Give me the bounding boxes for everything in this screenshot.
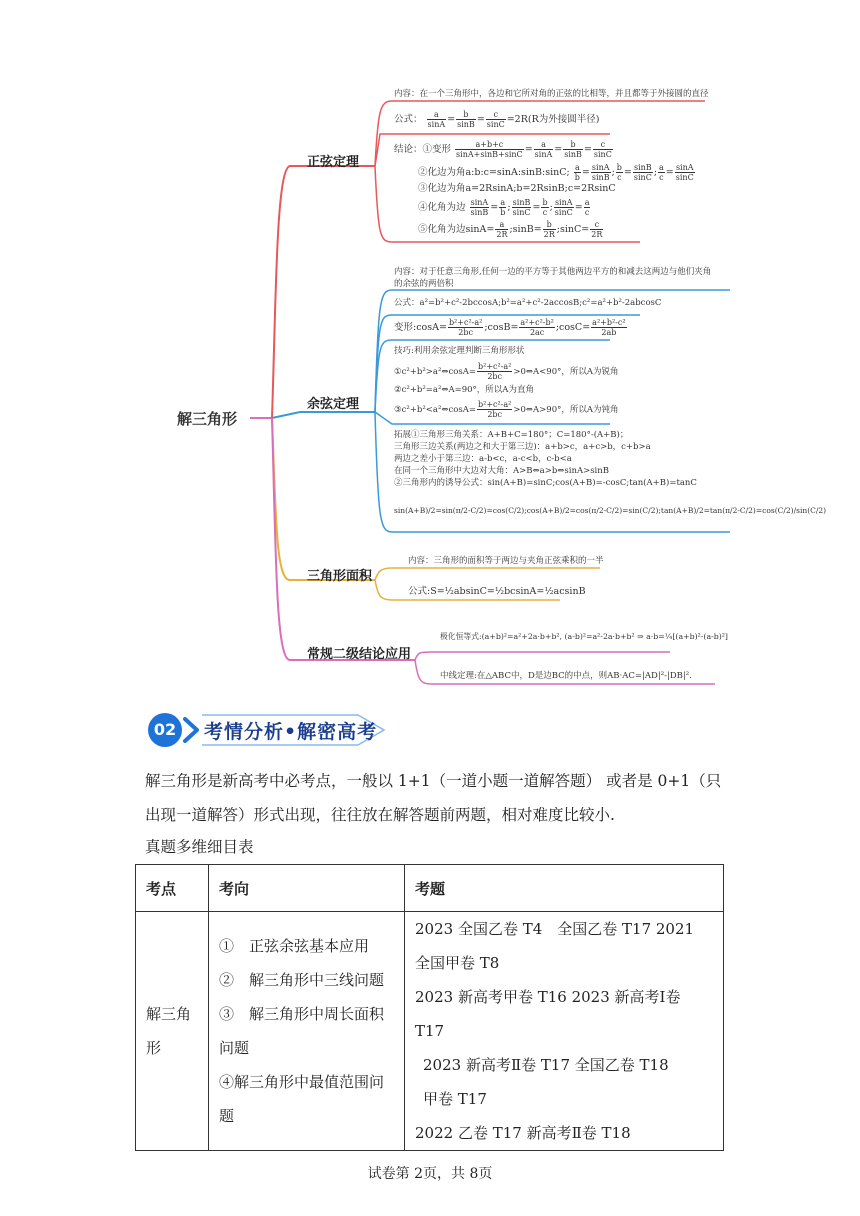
cosine-content: 内容：对于任意三角形,任何一边的平方等于其他两边平方的和减去这两边与他们夹角的余弦的两倍积: [394, 267, 712, 289]
exams-cell: [405, 912, 724, 1151]
topic-cell: 解三角形: [136, 912, 209, 1151]
cosine-ext-1: 拓展①三角形三角关系：A+B+C=180°；C=180°-(A+B)；: [394, 430, 629, 440]
direction-item: ④解三角形中最值范围问题: [219, 1073, 385, 1125]
cosine-tip-3: ③c²+b²<a²⇔cosA= $\frac{\text{b²+c²-a²}}{2bc}$ >0⇔A>90°，所以A为钝角: [394, 400, 619, 419]
sine-conclusion-4: ④化角为边 $\frac{\sin A}{\sin B}$ = $\frac{a}{b}$ ; $\frac{\sin B}{\sin C}$ = $\frac{b}{c}$ ; $\frac{\sin A}{\sin C}$ = $\frac{a}{c}$: [418, 198, 590, 217]
exam-item: 2023 新高考甲卷 T16 2023 新高考Ⅰ卷 T17: [415, 988, 681, 1040]
cosine-ext-2: 三角形三边关系(两边之和大于第三边)：a+b>c，a+c>b，c+b>a: [394, 442, 651, 452]
cosine-variant: 变形:cosA= $\frac{\text{b²+c²-a²}}{2bc}$ ;cosB= $\frac{\text{a²+c²-b²}}{2ac}$ ;cosC= $\frac{\text{a²+b²-c²}}{2ab}$: [394, 318, 626, 337]
section-number: 02: [148, 713, 182, 747]
intro-paragraph: 解三角形是新高考中必考点，一般以 1+1（一道小题一道解答题） 或者是 0+1（只出现一道解答）形式出现，往往放在解答题前两题，相对难度比较小.: [145, 772, 722, 824]
cosine-ext-4: 在同一个三角形中大边对大角：A>B⇔a>b⇔sinA>sinB: [394, 466, 610, 476]
exam-table: [135, 864, 724, 1151]
page-footer: 试卷第 2页，共 8页: [367, 1166, 493, 1182]
area-content: 内容：三角形的面积等于两边与夹角正弦乘积的一半: [408, 556, 604, 566]
direction-item: ① 正弦余弦基本应用: [219, 937, 370, 955]
sine-conclusion-1: 结论：①变形 $\frac{a+b+c}{\sin A+\sin B+\sin C}$ = $\frac{a}{\sin A}$ = $\frac{b}{\sin B}$ = $\frac{c}{\sin C}$: [394, 140, 612, 159]
header-topic: 考点: [136, 865, 209, 912]
section-banner: [148, 711, 388, 749]
sine-conclusion-3: ③化边为角a=2RsinA;b=2RsinB;c=2RsinC: [418, 183, 616, 194]
cosine-ext-3: 两边之差小于第三边：a-b<c，a-c<b，c-b<a: [394, 454, 572, 464]
cosine-tip-title: 技巧:利用余弦定理判断三角形形状: [394, 346, 525, 356]
cosine-tip-2: ②c²+b²=a²⇔A=90°，所以A为直角: [394, 385, 534, 395]
branch-common-conclusions: 常规二级结论应用: [307, 647, 412, 662]
table-header-row: [136, 865, 724, 912]
branch-sine-theorem: 正弦定理: [307, 155, 360, 170]
sine-content: 内容：在一个三角形中，各边和它所对角的正弦的比相等，并且都等于外接圆的直径: [394, 89, 709, 99]
cosine-tip-1: ①c²+b²>a²⇔cosA= $\frac{\text{b²+c²-a²}}{2bc}$ >0⇔A<90°，所以A为锐角: [394, 362, 619, 381]
branch-cosine-theorem: 余弦定理: [307, 397, 360, 412]
polarization-identity: 极化恒等式:(a+b)²=a²+2a·b+b², (a-b)²=a²-2a·b+b² ⇒ a·b=¼[(a+b)²-(a-b)²]: [440, 632, 728, 641]
exam-item: 2023 新高考Ⅱ卷 T17 全国乙卷 T18: [423, 1056, 669, 1074]
mindmap-root: 解三角形: [177, 410, 238, 428]
directions-cell: [209, 912, 405, 1151]
table-row: [136, 912, 724, 1151]
sine-conclusion-2: ②化边为角a:b:c=sinA:sinB:sinC; $\frac{a}{b}$ = $\frac{\sin A}{\sin B}$ ; $\frac{b}{c}$ = $\frac{\sin B}{\sin C}$ ; $\frac{a}{c}$ = $\frac{\sin A}{\sin C}$: [418, 163, 694, 182]
table-caption: 真题多维细目表: [145, 838, 254, 856]
branch-triangle-area: 三角形面积: [307, 569, 373, 584]
cosine-ext-6: sin(A+B)/2=sin(π/2-C/2)=cos(C/2);cos(A+B)/2=cos(π/2-C/2)=sin(C/2);tan(A+B)/2=tan(π/2-C/2)=cos(C/2)/sin(C/2): [394, 506, 827, 515]
sine-conclusion-5: ⑤化角为边sinA= $\frac{a}{2R}$ ;sinB= $\frac{b}{2R}$ ;sinC= $\frac{c}{2R}$: [418, 220, 603, 239]
median-theorem: 中线定理:在△ABC中，D是边BC的中点，则AB·AC=|AD|²-|DB|².: [440, 671, 692, 681]
section-title: 考情分析•解密高考: [204, 721, 378, 743]
area-formula: 公式:S=½absinC=½bcsinA=½acsinB: [408, 586, 586, 597]
cosine-ext-5: ②三角形内的诱导公式：sin(A+B)=sinC;cos(A+B)=-cosC;tan(A+B)=tanC: [394, 478, 697, 488]
exam-item: 甲卷 T17: [423, 1090, 487, 1108]
exam-item: 2022 乙卷 T17 新高考Ⅱ卷 T18: [415, 1124, 631, 1142]
exam-item: 2023 全国乙卷 T4 全国乙卷 T17 2021 全国甲卷 T8: [415, 920, 695, 972]
cosine-formula: 公式：a²=b²+c²-2bccosA;b²=a²+c²-2accosB;c²=a²+b²-2abcosC: [394, 298, 662, 308]
header-exams: 考题: [405, 865, 724, 912]
sine-formula: 公式： $\frac{a}{\sin A}$ = $\frac{b}{\sin B}$ = $\frac{c}{\sin C}$ =2R(R为外接圆半径): [394, 110, 600, 129]
direction-item: ② 解三角形中三线问题: [219, 971, 385, 989]
header-direction: 考向: [209, 865, 405, 912]
direction-item: ③ 解三角形中周长面积问题: [219, 1005, 385, 1057]
